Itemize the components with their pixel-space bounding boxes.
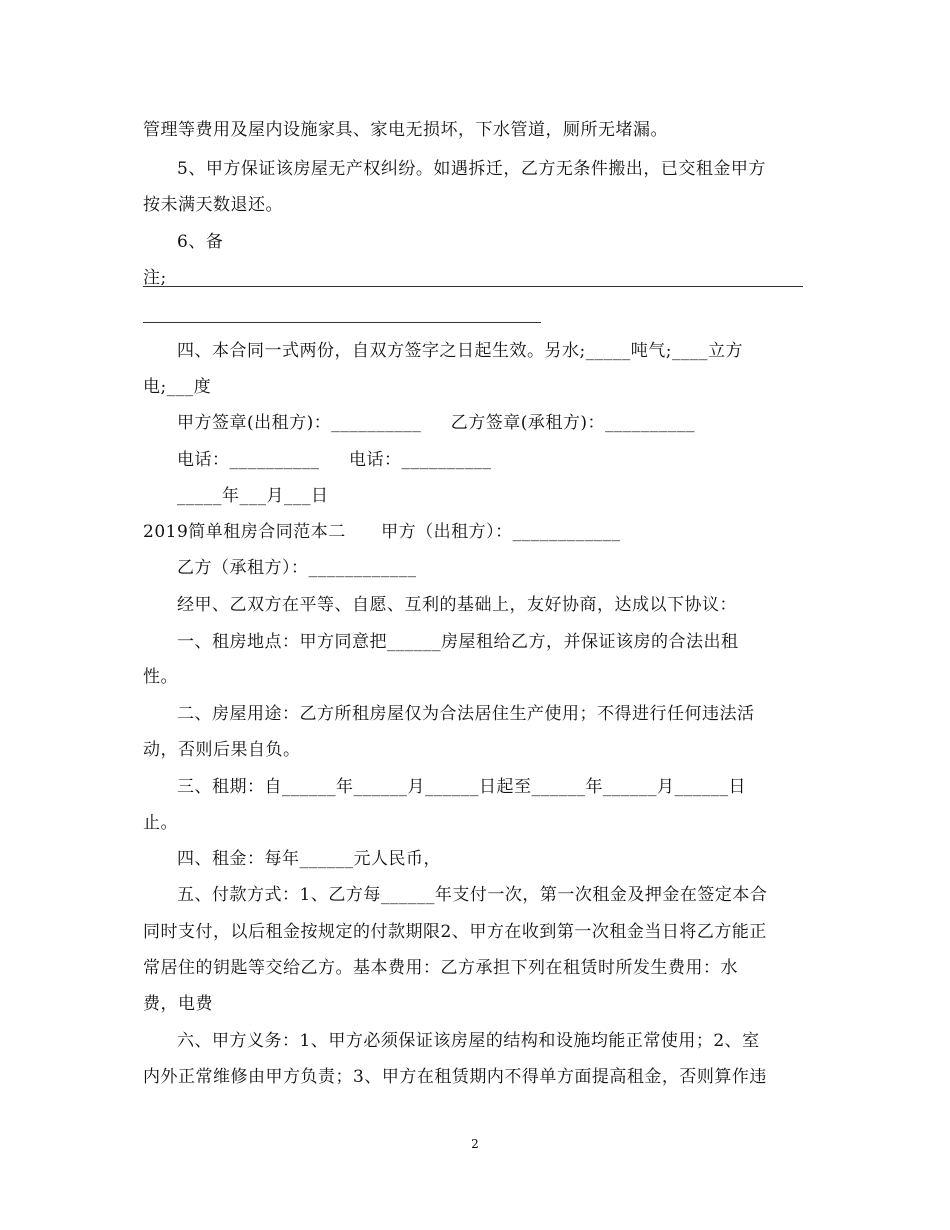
text-line: 按未满天数退还。 bbox=[143, 195, 283, 215]
remarks-blank-line bbox=[143, 286, 803, 287]
text-line: 内外正常维修由甲方负责；3、甲方在租赁期内不得单方面提高租金，否则算作违 bbox=[143, 1067, 767, 1087]
text-line: 费，电费 bbox=[143, 994, 213, 1014]
remarks-blank-line bbox=[143, 322, 541, 323]
text-line: 性。 bbox=[143, 667, 178, 687]
party-b-line: 乙方（承租方）：____________ bbox=[177, 558, 417, 578]
text-line: 动，否则后果自负。 bbox=[143, 740, 301, 760]
page-number: 2 bbox=[471, 1137, 479, 1151]
signature-line: 甲方签章(出租方)：__________ 乙方签章(承租方)：__________ bbox=[177, 413, 696, 433]
text-line: 止。 bbox=[143, 813, 178, 833]
clause-5-line: 5、甲方保证该房屋无产权纠纷。如遇拆迁，乙方无条件搬出，已交租金甲方 bbox=[177, 159, 766, 179]
clause-payment-line: 五、付款方式：1、乙方每______年支付一次，第一次租金及押金在签定本合 bbox=[177, 885, 768, 905]
agreement-intro: 经甲、乙双方在平等、自愿、互利的基础上，友好协商，达成以下协议： bbox=[177, 595, 737, 615]
contract-title-line: 2019简单租房合同范本二 甲方（出租方）：____________ bbox=[143, 522, 621, 542]
clause-obligations-line: 六、甲方义务：1、甲方必须保证该房屋的结构和设施均能正常使用；2、室 bbox=[177, 1031, 760, 1051]
clause-term-line: 三、租期：自______年______月______日起至______年______月______日 bbox=[177, 777, 746, 797]
clause-location-line: 一、租房地点：甲方同意把______房屋租给乙方，并保证该房的合法出租 bbox=[177, 632, 739, 652]
text-line: 管理等费用及屋内设施家具、家电无损坏，下水管道，厕所无堵漏。 bbox=[143, 120, 668, 140]
remarks-label: 注; bbox=[143, 268, 167, 288]
clause-rent-line: 四、租金：每年______元人民币， bbox=[177, 849, 441, 869]
text-line: 常居住的钥匙等交给乙方。基本费用：乙方承担下列在租赁时所发生费用：水 bbox=[143, 958, 738, 978]
text-line: 电;___度 bbox=[143, 377, 212, 397]
text-line: 同时支付，以后租金按规定的付款期限2、甲方在收到第一次租金当日将乙方能正 bbox=[143, 922, 767, 942]
date-line: _____年___月___日 bbox=[177, 486, 329, 506]
section-4-line: 四、本合同一式两份，自双方签字之日起生效。另水;_____吨气;____立方 bbox=[177, 341, 743, 361]
clause-usage-line: 二、房屋用途：乙方所租房屋仅为合法居住生产使用；不得进行任何违法活 bbox=[177, 704, 755, 724]
phone-line: 电话：__________ 电话：__________ bbox=[177, 450, 492, 470]
clause-6-line: 6、备 bbox=[177, 232, 224, 252]
